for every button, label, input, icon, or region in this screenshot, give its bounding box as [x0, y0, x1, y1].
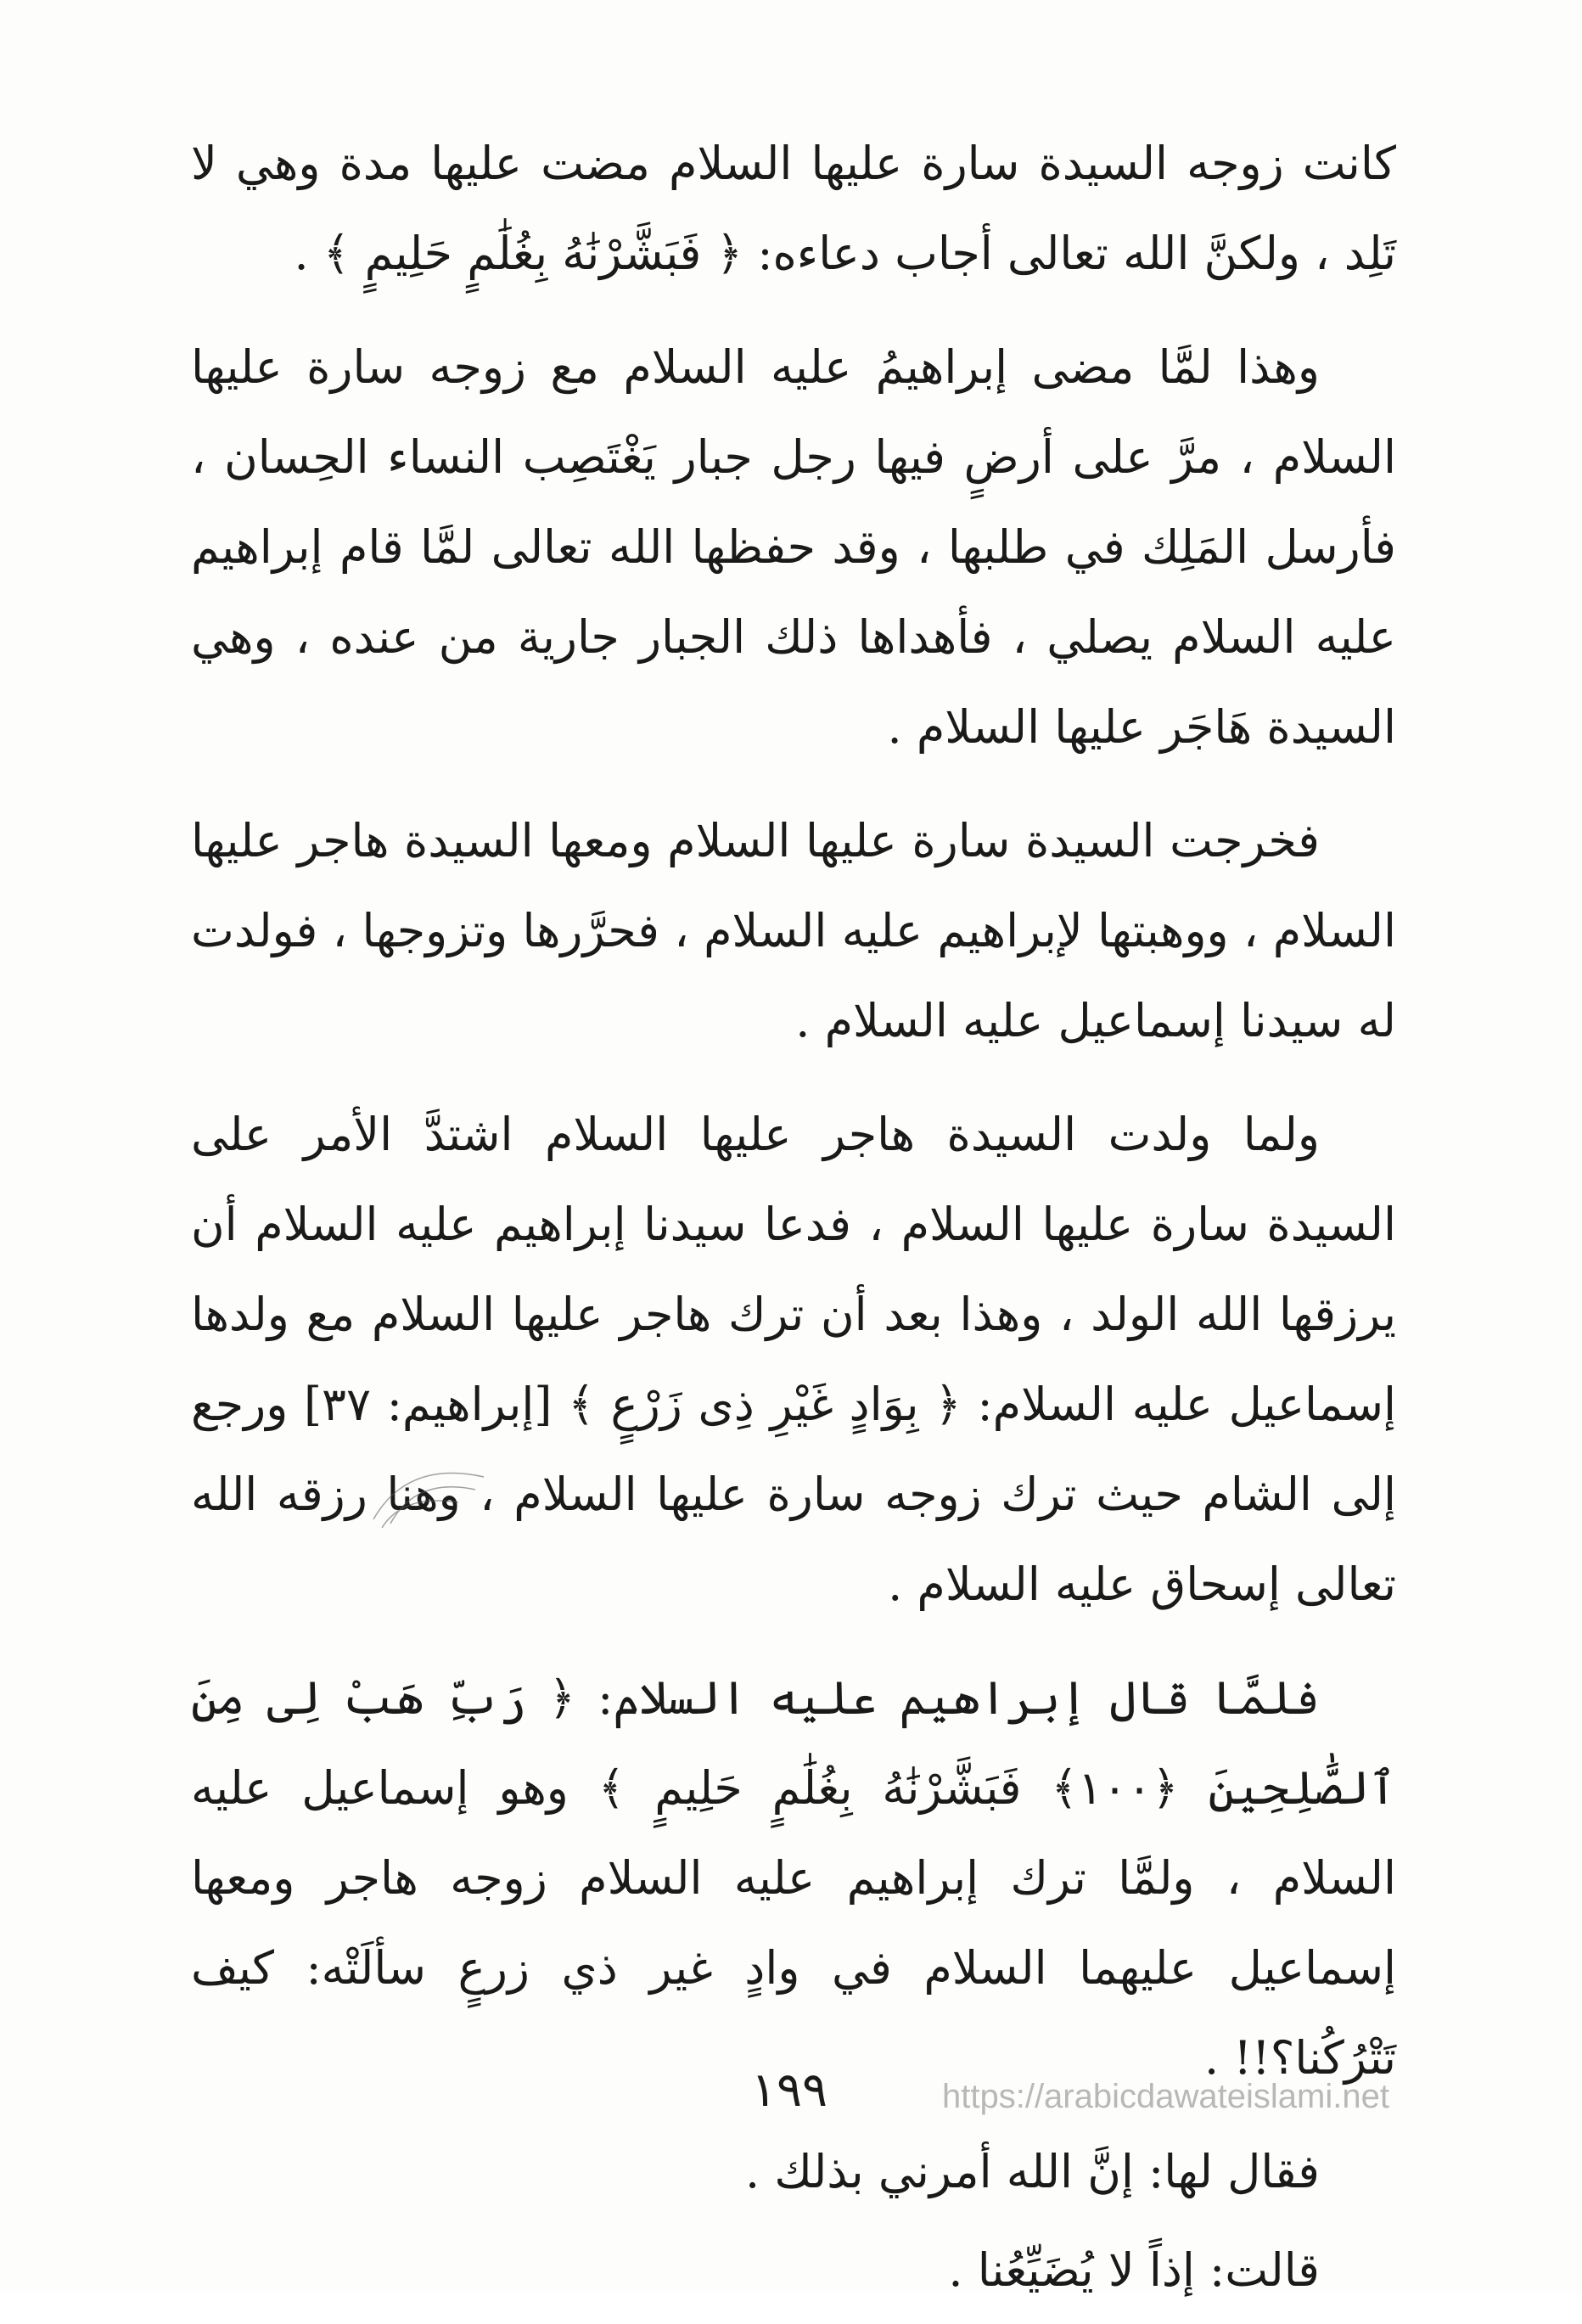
paragraph-4: ولما ولدت السيدة هاجر عليها السلام اشتدَّ الأمر على السيدة سارة عليها السلام ، فدعا سيدنا إبراهيم عليه السلام أن يرزقها الله الولد ، وهذا بعد أن ترك هاجر عليها السلام مع ولدها إسماعيل عليه السلام: ﴿ بِوَادٍ غَيْرِ ذِى زَرْعٍ ﴾ [إبراهيم: ٣٧] ورجع إلى الشام حيث ترك زوجه سارة عليها السلام ، وهنا رزقه الله تعالى إسحاق عليه السلام . — [191, 1108, 1396, 1611]
watermark-url: https://arabicdawateislami.net — [942, 2078, 1389, 2115]
paragraph-6: فقال لها: إنَّ الله أمرني بذلك . — [744, 2145, 1320, 2198]
page-number: ١٩٩ — [750, 2063, 828, 2118]
paragraph-5: فلمَّا قال إبراهيم عليه السلام: ﴿ رَبِّ هَبْ لِى مِنَ ٱلصَّٰلِحِينَ ﴿١٠٠﴾ فَبَشَّرْنَٰهُ بِغُلَٰمٍ حَلِيمٍ ﴾ وهو إسماعيل عليه السلام ، ولمَّا ترك إبراهيم عليه السلام زوجه هاجر ومعها إسماعيل عليهما السلام في وادٍ غير ذي زرعٍ سألَتْه: كيف تَتْرُكُنا؟!! . — [191, 1671, 1396, 2085]
paragraph-2: وهذا لمَّا مضى إبراهيمُ عليه السلام مع زوجه سارة عليها السلام ، مرَّ على أرضٍ فيها رجل جبار يَغْتَصِب النساء الحِسان ، فأرسل المَلِك في طلبها ، وقد حفظها الله تعالى لمَّا قام إبراهيم عليه السلام يصلي ، فأهداها ذلك الجبار جارية من عنده ، وهي السيدة هَاجَر عليها السلام . — [191, 340, 1396, 754]
paragraph-3: فخرجت السيدة سارة عليها السلام ومعها السيدة هاجر عليها السلام ، ووهبتها لإبراهيم عليه السلام ، فحرَّرها وتزوجها ، فولدت له سيدنا إسماعيل عليه السلام . — [191, 814, 1396, 1047]
paragraph-1: كانت زوجه السيدة سارة عليها السلام مضت عليها مدة وهي لا تَلِد ، ولكنَّ الله تعالى أجاب دعاءه: ﴿ فَبَشَّرْنَٰهُ بِغُلَٰمٍ حَلِيمٍ ﴾ . — [191, 137, 1396, 280]
page-body-text — [191, 119, 1396, 2324]
pen-mark-decoration — [356, 1443, 492, 1536]
paragraph-7: قالت: إذاً لا يُضَيِّعُنا . — [948, 2243, 1320, 2297]
